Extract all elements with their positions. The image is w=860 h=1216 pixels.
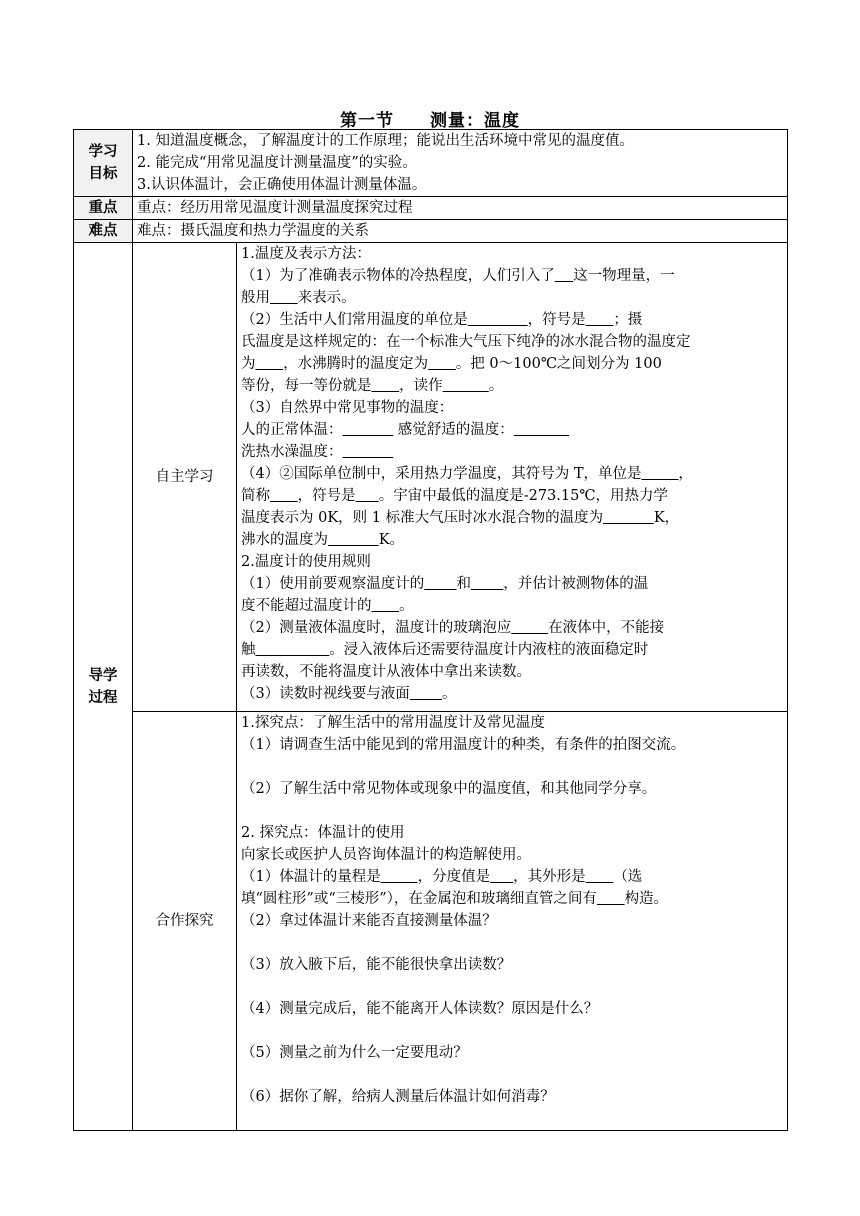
objectives-content bbox=[133, 130, 788, 197]
fill-in-blank[interactable] bbox=[372, 378, 400, 394]
self-study-line: 为 ，水沸腾时的温度定为 。把 0～100℃之间划分为 100 bbox=[241, 356, 662, 372]
page-title bbox=[0, 106, 860, 131]
cooperative-line: 2. 探究点：体温计的使用 bbox=[241, 825, 405, 841]
study-table bbox=[73, 129, 788, 1131]
self-study-label: 自主学习 bbox=[133, 243, 237, 712]
cooperative-row bbox=[74, 712, 788, 1131]
cooperative-line bbox=[241, 800, 783, 822]
cooperative-line: 向家长或医护人员咨询体温计的构造解使用。 bbox=[241, 847, 531, 863]
self-study-line: （2）测量液体温度时，温度计的玻璃泡应 在液体中，不能接 bbox=[241, 620, 665, 636]
fill-in-blank[interactable] bbox=[586, 312, 614, 328]
fill-in-blank[interactable] bbox=[555, 268, 573, 284]
self-study-line: 氏温度是这样规定的：在一个标准大气压下纯净的冰水混合物的温度定 bbox=[241, 334, 691, 350]
objective-line: 1. 知道温度概念，了解温度计的工作原理；能说出生活环境中常见的温度值。 bbox=[137, 133, 634, 149]
objective-line: 3.认识体温计，会正确使用体温计测量体温。 bbox=[137, 177, 427, 193]
self-study-line: 简称 ，符号是 。宇宙中最低的温度是-273.15℃，用热力学 bbox=[241, 488, 669, 504]
cooperative-line: （6）据你了解，给病人测量后体温计如何消毒？ bbox=[241, 1089, 555, 1105]
fill-in-blank[interactable] bbox=[443, 378, 489, 394]
cooperative-line: （2）拿过体温计来能否直接测量体温？ bbox=[241, 913, 497, 929]
cooperative-line bbox=[241, 932, 783, 954]
self-study-line: 2.温度计的使用规则 bbox=[241, 554, 371, 570]
difficulty-text: 难点：摄氏温度和热力学温度的关系 bbox=[133, 220, 788, 243]
fill-in-blank[interactable] bbox=[328, 532, 379, 548]
cooperative-line bbox=[241, 1020, 783, 1042]
self-study-line: （1）使用前要观察温度计的 和 ，并估计被测物体的温 bbox=[241, 576, 649, 592]
self-study-line: 触 。浸入液体后还需要待温度计内液柱的液面稳定时 bbox=[241, 642, 649, 658]
fill-in-blank[interactable] bbox=[468, 312, 528, 328]
self-study-line: （2）生活中人们常用温度的单位是 ，符号是 ；摄 bbox=[241, 312, 643, 328]
fill-in-blank[interactable] bbox=[256, 356, 284, 372]
self-study-line: （4）②国际单位制中，采用热力学温度，其符号为 T，单位是 ， bbox=[241, 466, 693, 482]
cooperative-line bbox=[241, 976, 783, 998]
fill-in-blank[interactable] bbox=[471, 576, 503, 592]
fill-in-blank[interactable] bbox=[511, 620, 548, 636]
self-study-line: 温度表示为 0K，则 1 标准大气压时冰水混合物的温度为 K， bbox=[241, 510, 680, 526]
page-title-part2: 测量：温度 bbox=[430, 111, 520, 131]
cooperative-line bbox=[241, 1064, 783, 1086]
objectives-row bbox=[74, 130, 788, 197]
cooperative-line: （4）测量完成后，能不能离开人体读数？原因是什么？ bbox=[241, 1001, 599, 1017]
objectives-label: 学习 目标 bbox=[74, 130, 133, 197]
cooperative-line: （5）测量之前为什么一定要甩动？ bbox=[241, 1045, 468, 1061]
key-point-text: 重点：经历用常见温度计测量温度探究过程 bbox=[133, 197, 788, 220]
fill-in-blank[interactable] bbox=[410, 686, 442, 702]
fill-in-blank[interactable] bbox=[597, 891, 625, 907]
self-study-line: 沸水的温度为 K。 bbox=[241, 532, 405, 548]
fill-in-blank[interactable] bbox=[586, 869, 614, 885]
difficulty-label: 难点 bbox=[74, 220, 133, 243]
self-study-line: 洗热水澡温度： bbox=[241, 441, 783, 463]
fill-in-blank[interactable] bbox=[381, 869, 418, 885]
cooperative-line: （1）请调查生活中能见到的常用温度计的种类，有条件的拍图交流。 bbox=[241, 737, 686, 753]
fill-in-blank[interactable] bbox=[356, 488, 379, 504]
self-study-content bbox=[237, 243, 788, 712]
fill-in-blank[interactable] bbox=[343, 422, 394, 438]
fill-in-blank[interactable] bbox=[490, 869, 513, 885]
self-study-line: 般用 来表示。 bbox=[241, 290, 356, 306]
fill-in-blank[interactable] bbox=[270, 290, 298, 306]
self-study-line: 等份，每一等份就是 ，读作 。 bbox=[241, 378, 504, 394]
self-study-line: 度不能超过温度计的 。 bbox=[241, 598, 414, 614]
cooperative-line: 1.探究点：了解生活中的常用温度计及常见温度 bbox=[241, 715, 545, 731]
fill-in-blank[interactable] bbox=[424, 576, 456, 592]
key-point-label: 重点 bbox=[74, 197, 133, 220]
fill-in-blank[interactable] bbox=[372, 598, 400, 614]
fill-in-blank[interactable] bbox=[270, 488, 298, 504]
fill-in-blank[interactable] bbox=[256, 642, 330, 658]
self-study-line: 1.温度及表示方法： bbox=[241, 246, 371, 262]
fill-in-blank[interactable] bbox=[514, 422, 569, 438]
self-study-line: 再读数，不能将温度计从液体中拿出来读数。 bbox=[241, 664, 531, 680]
fill-in-blank[interactable] bbox=[428, 356, 456, 372]
cooperative-line: （2）了解生活中常见物体或现象中的温度值，和其他同学分享。 bbox=[241, 781, 657, 797]
self-study-line: （1）为了准确表示物体的冷热程度，人们引入了 这一物理量，一 bbox=[241, 268, 675, 284]
cooperative-line: （3）放入腋下后，能不能很快拿出读数？ bbox=[241, 957, 512, 973]
cooperative-line: 填“圆柱形”或“三棱形”），在金属泡和玻璃细直管之间有 构造。 bbox=[241, 891, 669, 907]
process-label: 导学 过程 bbox=[74, 243, 133, 1131]
key-point-row bbox=[74, 197, 788, 220]
self-study-row bbox=[74, 243, 788, 712]
fill-in-blank[interactable] bbox=[343, 444, 394, 460]
cooperative-content bbox=[237, 712, 788, 1131]
self-study-line: （3）自然界中常见事物的温度： bbox=[241, 400, 454, 416]
objective-line: 2. 能完成“用常见温度计测量温度”的实验。 bbox=[137, 155, 417, 171]
cooperative-line: （1）体温计的量程是 ，分度值是 ，其外形是 （选 bbox=[241, 869, 643, 885]
cooperative-line bbox=[241, 1108, 783, 1130]
self-study-line: （3）读数时视线要与液面 。 bbox=[241, 686, 457, 702]
page-title-part1: 第一节 bbox=[340, 111, 394, 131]
cooperative-label: 合作探究 bbox=[133, 712, 237, 1131]
difficulty-row bbox=[74, 220, 788, 243]
fill-in-blank[interactable] bbox=[642, 466, 679, 482]
fill-in-blank[interactable] bbox=[603, 510, 654, 526]
cooperative-line bbox=[241, 756, 783, 778]
self-study-line: 人的正常体温： 感觉舒适的温度： bbox=[241, 419, 783, 441]
